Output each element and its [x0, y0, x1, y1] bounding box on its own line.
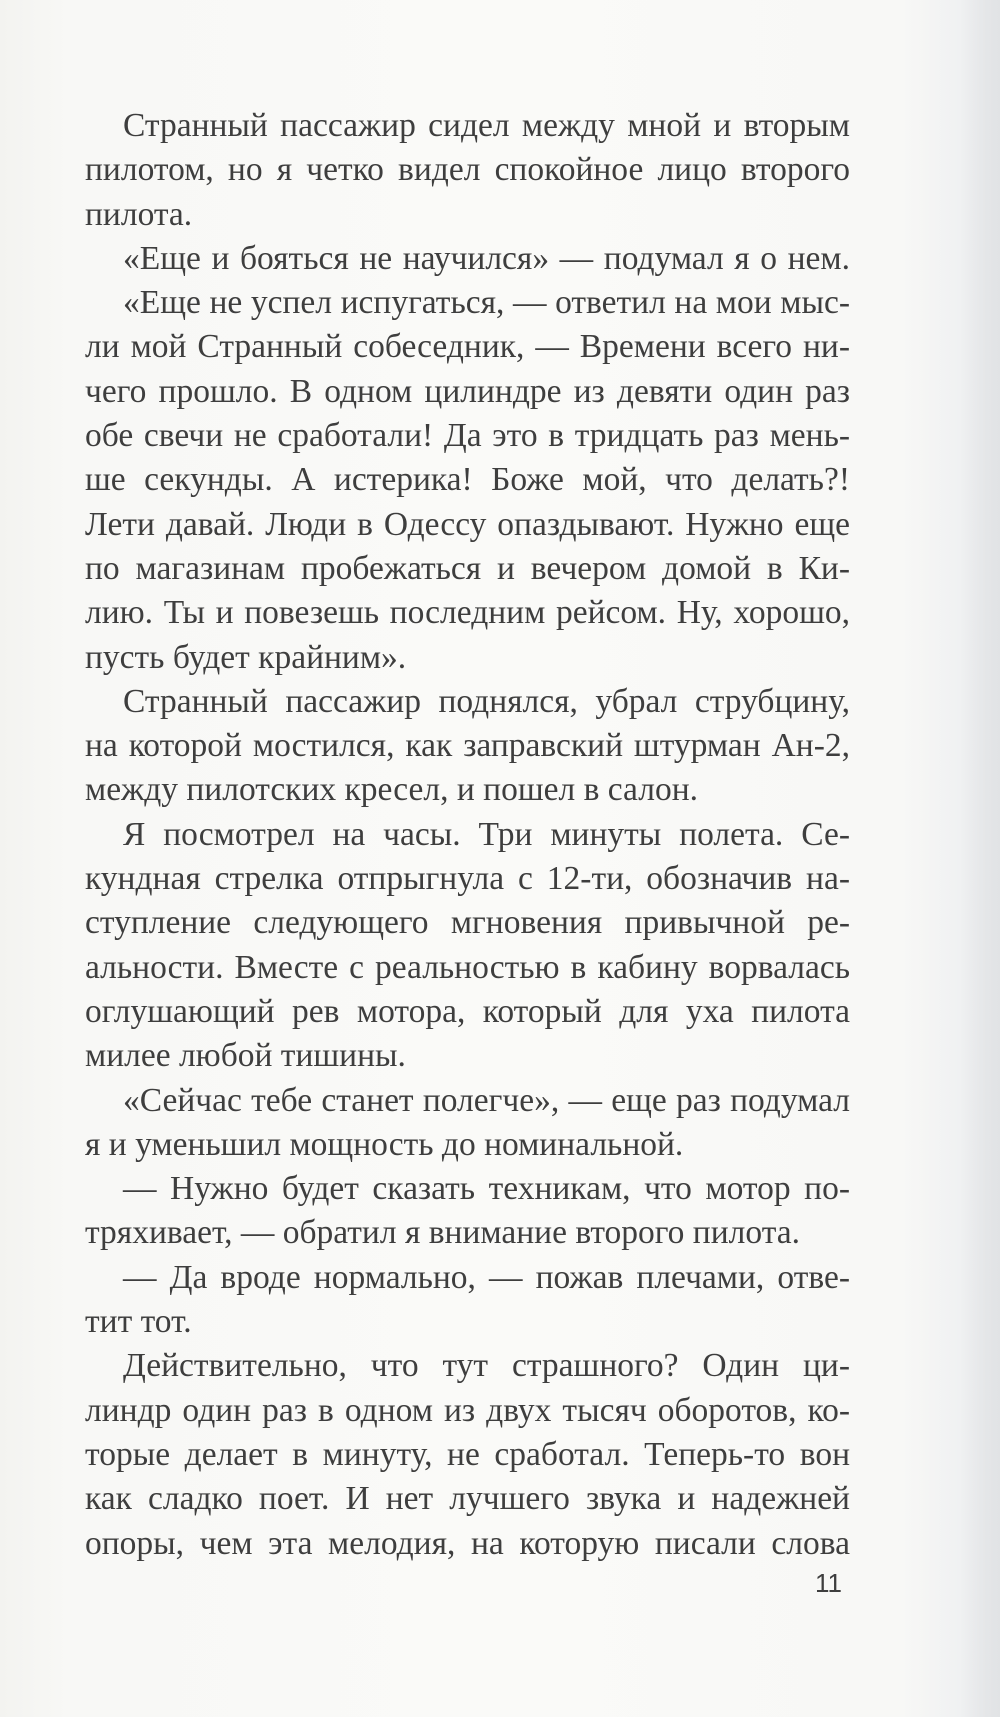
- paragraph: [85, 1167, 850, 1256]
- paragraph: [85, 1344, 850, 1565]
- text-line: Действительно, что тут страшного? Один ци-: [123, 1347, 850, 1385]
- text-line: — Да вроде нормально, — пожав плечами, отве-: [123, 1258, 850, 1296]
- text-line: — Нужно будет сказать техникам, что мотор по-: [123, 1170, 850, 1208]
- text-line: как сладко поет. И нет лучшего звука и надежней: [85, 1480, 850, 1518]
- text-line: пусть будет крайним».: [85, 638, 407, 676]
- text-line: по магазинам пробежаться и вечером домой в Ки-: [85, 549, 850, 587]
- text-line: на которой мостился, как заправский штурман Ан-2,: [85, 727, 850, 765]
- text-line: тряхивает, — обратил я внимание второго пилота.: [85, 1214, 800, 1252]
- text-line: тит тот.: [85, 1303, 192, 1341]
- paragraph: [85, 680, 850, 813]
- text-line: милее любой тишины.: [85, 1037, 406, 1075]
- text-line: кундная стрелка отпрыгнула с 12-ти, обозначив на-: [85, 860, 850, 898]
- paragraph: [85, 813, 850, 1079]
- text-line: «Сейчас тебе станет полегче», — еще раз подумал: [123, 1081, 850, 1119]
- text-line: пилота.: [85, 195, 193, 233]
- text-line: опоры, чем эта мелодия, на которую писали слова: [85, 1524, 850, 1562]
- text-line: оглушающий рев мотора, который для уха пилота: [85, 992, 850, 1030]
- paragraph: [85, 1256, 850, 1345]
- text-line: ли мой Странный собеседник, — Времени всего ни-: [85, 328, 850, 366]
- text-line: Странный пассажир поднялся, убрал струбцину,: [123, 682, 850, 720]
- body-text: [85, 104, 850, 1566]
- text-line: «Еще и бояться не научился» — подумал я о нем.: [123, 239, 850, 277]
- page-number: 11: [815, 1568, 842, 1598]
- paragraph: [85, 281, 850, 680]
- text-line: Странный пассажир сидел между мной и вторым: [123, 107, 850, 144]
- text-line: альности. Вместе с реальностью в кабину ворвалась: [85, 948, 850, 986]
- text-line: ступление следующего мгновения привычной ре-: [85, 904, 850, 942]
- paragraph: [85, 237, 850, 281]
- text-line: я и уменьшил мощность до номинальной.: [85, 1125, 684, 1163]
- text-line: «Еще не успел испугаться, — ответил на мои мыс-: [123, 284, 850, 322]
- text-line: пилотом, но я четко видел спокойное лицо второго: [85, 151, 850, 189]
- text-line: ше секунды. А истерика! Боже мой, что делать?!: [85, 461, 850, 499]
- text-line: обе свечи не сработали! Да это в тридцать раз мень-: [85, 417, 850, 455]
- text-line: лию. Ты и повезешь последним рейсом. Ну, хорошо,: [85, 594, 850, 632]
- paragraph: [85, 1079, 850, 1168]
- paragraph: [85, 104, 850, 237]
- text-line: между пилотских кресел, и пошел в салон.: [85, 771, 698, 809]
- text-line: Я посмотрел на часы. Три минуты полета. Се-: [123, 815, 850, 853]
- text-line: торые делает в минуту, не сработал. Теперь-то вон: [85, 1435, 850, 1473]
- text-line: чего прошло. В одном цилиндре из девяти один раз: [85, 372, 850, 410]
- text-line: Лети давай. Люди в Одессу опаздывают. Нужно еще: [85, 505, 850, 543]
- text-line: линдр один раз в одном из двух тысяч оборотов, ко-: [85, 1391, 850, 1429]
